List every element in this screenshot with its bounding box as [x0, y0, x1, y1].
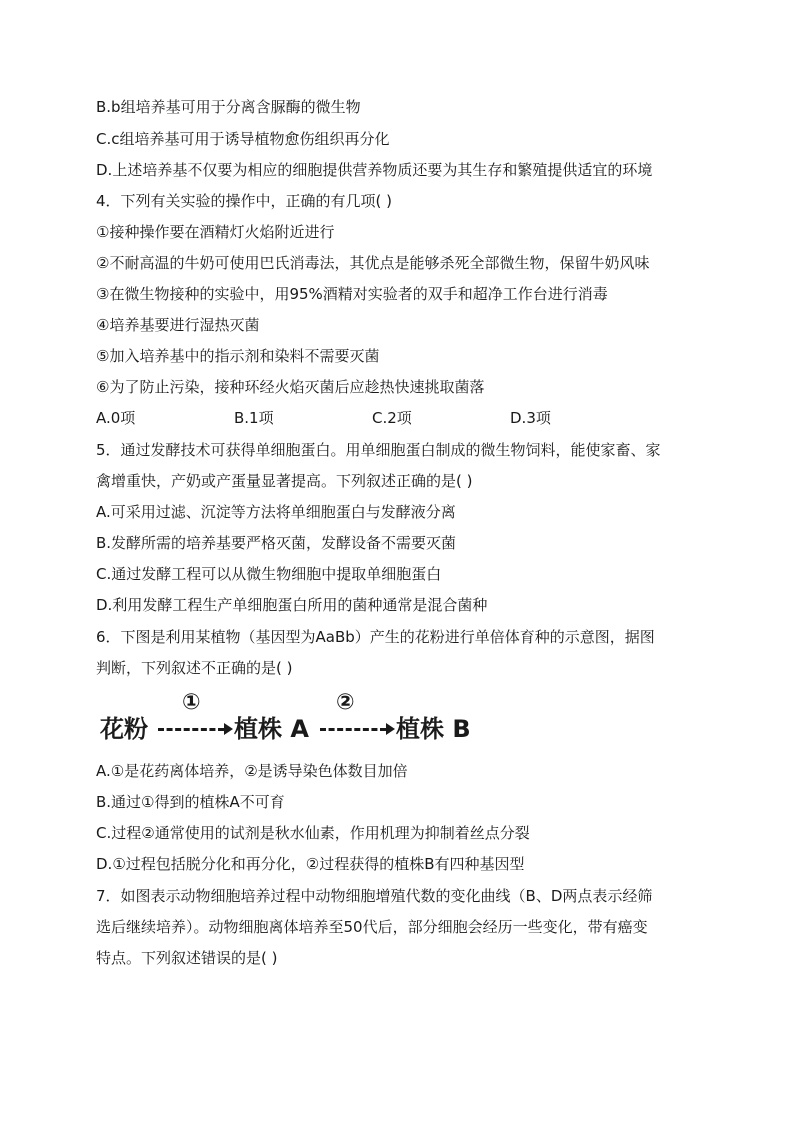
breeding-flow-diagram [100, 690, 480, 750]
diagram-arrow-2-head [386, 723, 395, 735]
q5-option-c: C.通过发酵工程可以从微生物细胞中提取单细胞蛋白 [96, 565, 442, 583]
q6-option-c: C.过程②通常使用的试剂是秋水仙素，作用机理为抑制着丝点分裂 [96, 824, 530, 842]
q4-item-4: ④培养基要进行湿热灭菌 [96, 316, 260, 334]
q4-stem: 4．下列有关实验的操作中，正确的有几项( ) [96, 192, 393, 210]
q4-option-a: A.0项 [96, 409, 136, 427]
q3-option-b: B.b组培养基可用于分离含脲酶的微生物 [96, 98, 361, 116]
q7-stem-line1: 7．如图表示动物细胞培养过程中动物细胞增殖代数的变化曲线（B、D两点表示经筛 [96, 887, 653, 905]
q5-option-d: D.利用发酵工程生产单细胞蛋白所用的菌种通常是混合菌种 [96, 596, 488, 614]
q5-stem-line2: 禽增重快，产奶或产蛋量显著提高。下列叙述正确的是( ) [96, 472, 473, 490]
q4-item-3: ③在微生物接种的实验中，用95%酒精对实验者的双手和超净工作台进行消毒 [96, 285, 608, 303]
q4-item-1: ①接种操作要在酒精灯火焰附近进行 [96, 223, 335, 241]
q4-item-6: ⑥为了防止污染，接种环经火焰灭菌后应趁热快速挑取菌落 [96, 378, 485, 396]
q7-stem-line2: 选后继续培养）。动物细胞离体培养至50代后，部分细胞会经历一些变化，带有癌变 [96, 918, 648, 936]
diagram-node-plant-a: 植株 A [234, 715, 309, 743]
q4-item-5: ⑤加入培养基中的指示剂和染料不需要灭菌 [96, 347, 380, 365]
diagram-node-pollen: 花粉 [100, 715, 148, 743]
q3-option-c: C.c组培养基可用于诱导植物愈伤组织再分化 [96, 130, 390, 148]
q7-stem-line3: 特点。下列叙述错误的是( ) [96, 949, 278, 967]
q4-item-2: ②不耐高温的牛奶可使用巴氏消毒法，其优点是能够杀死全部微生物，保留牛奶风味 [96, 254, 650, 272]
diagram-step-1-label: ① [182, 690, 201, 715]
q5-stem-line1: 5．通过发酵技术可获得单细胞蛋白。用单细胞蛋白制成的微生物饲料，能使家畜、家 [96, 441, 661, 459]
q3-option-d: D.上述培养基不仅要为相应的细胞提供营养物质还要为其生存和繁殖提供适宜的环境 [96, 161, 653, 179]
q6-option-b: B.通过①得到的植株A不可育 [96, 793, 285, 811]
q6-stem-line2: 判断，下列叙述不正确的是( ) [96, 659, 293, 677]
q6-option-d: D.①过程包括脱分化和再分化，②过程获得的植株B有四种基因型 [96, 855, 525, 873]
q4-option-d: D.3项 [510, 409, 551, 427]
q6-option-a: A.①是花药离体培养，②是诱导染色体数目加倍 [96, 762, 408, 780]
q5-option-b: B.发酵所需的培养基要严格灭菌，发酵设备不需要灭菌 [96, 534, 457, 552]
q4-option-c: C.2项 [372, 409, 412, 427]
q4-option-b: B.1项 [234, 409, 274, 427]
q5-option-a: A.可采用过滤、沉淀等方法将单细胞蛋白与发酵液分离 [96, 503, 456, 521]
q6-stem-line1: 6．下图是利用某植物（基因型为AaBb）产生的花粉进行单倍体育种的示意图，据图 [96, 628, 655, 646]
diagram-step-2-label: ② [336, 690, 355, 715]
diagram-arrow-1 [158, 728, 224, 731]
diagram-node-plant-b: 植株 B [396, 715, 471, 743]
diagram-arrow-1-head [224, 723, 233, 735]
diagram-arrow-2 [320, 728, 386, 731]
